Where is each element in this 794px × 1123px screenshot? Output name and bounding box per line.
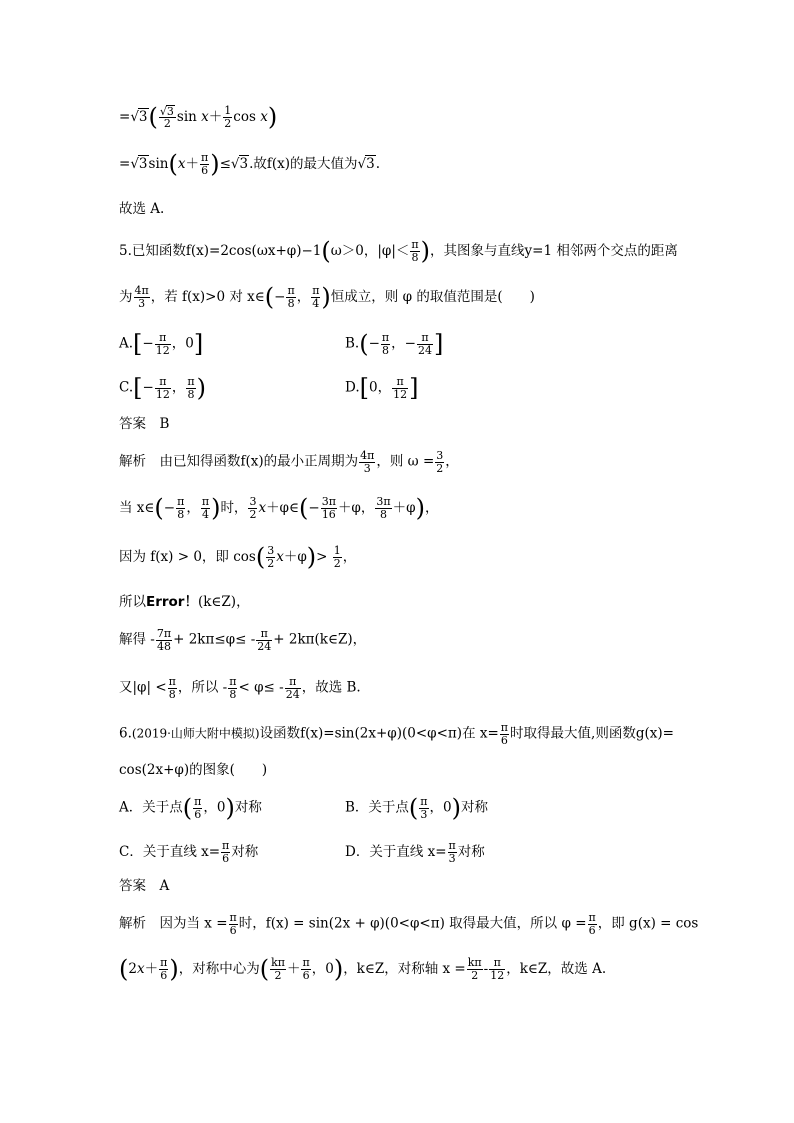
q6-option-b: B．关于点( $\frac{\pi}{3}$ ，0)对称	[345, 794, 488, 822]
derivation-line-2: =√3sin(x＋ $\frac{\pi}{6}$ )≤√3.故f(x)的最大值为√3.	[119, 150, 381, 178]
q5-analysis-line-3: 因为 f(x) > 0，即 cos( $\frac{3}{2}$ x＋φ)> $\frac{1}{2}$ ，	[119, 543, 357, 571]
q6-stem-line-2: cos(2x+φ)的图象( )	[119, 762, 268, 778]
q5-option-d: D.[0， $\frac{\pi}{12}$ ]	[345, 374, 419, 402]
q5-analysis-line-5: 解得 - $\frac{7\pi}{48}$ + 2kπ≤φ≤ - $\frac{\pi}{24}$ + 2kπ(k∈Z)，	[119, 627, 367, 653]
q5-analysis-line-4: 所以Error！(k∈Z)，	[119, 594, 250, 610]
q5-analysis-line-1: 解析 由已知得函数f(x)的最小正周期为 $\frac{4\pi}{3}$ ，则 ω = $\frac{3}{2}$ ，	[119, 449, 459, 475]
q6-option-a: A．关于点( $\frac{\pi}{6}$ ，0)对称	[119, 794, 262, 822]
q5-analysis-line-2: 当 x∈(− $\frac{\pi}{8}$ ， $\frac{\pi}{4}$ )时， $\frac{3}{2}$ x＋φ∈(− $\frac{3\pi}{16}$ ＋φ， $\frac{3\pi}{8}$ ＋φ)，	[119, 494, 439, 522]
q6-stem-line-1: 6.(2019·山师大附中模拟)设函数f(x)=sin(2x+φ)(0<φ<π)在 x= $\frac{\pi}{6}$ 时取得最大值,则函数g(x)=	[119, 721, 674, 747]
conclusion-line: 故选 A.	[119, 201, 165, 217]
q5-option-c: C.[− $\frac{\pi}{12}$ ， $\frac{\pi}{8}$ )	[119, 374, 206, 402]
q6-answer: 答案 A	[119, 878, 170, 894]
q5-analysis-line-6: 又|φ| < $\frac{\pi}{8}$ ，所以 - $\frac{\pi}{8}$ < φ≤ - $\frac{\pi}{24}$ ，故选 B.	[119, 675, 361, 701]
q6-analysis-line-1: 解析 因为当 x = $\frac{\pi}{6}$ 时，f(x) = sin(2x + φ)(0<φ<π) 取得最大值，所以 φ = $\frac{\pi}{6}$ ，即 g(x) = cos	[119, 911, 699, 937]
q6-option-c: C．关于直线 x= $\frac{\pi}{6}$ 对称	[119, 839, 259, 865]
q5-answer: 答案 B	[119, 416, 170, 432]
derivation-line-1: =√3( $\frac{√3}{2}$ sin x＋ $\frac{1}{2}$ cos x)	[119, 103, 278, 131]
q5-stem-line-2: 为 $\frac{4\pi}{3}$ ，若 f(x)>0 对 x∈(− $\frac{\pi}{8}$ ， $\frac{\pi}{4}$ )恒成立，则 φ 的取值范围是( )	[119, 283, 535, 311]
q6-option-d: D．关于直线 x= $\frac{\pi}{3}$ 对称	[345, 839, 485, 865]
q5-option-a: A.[− $\frac{\pi}{12}$ ，0]	[119, 330, 204, 358]
q5-stem-line-1: 5.已知函数f(x)=2cos(ωx+φ)−1(ω＞0，|φ|＜ $\frac{\pi}{8}$ )，其图象与直线y=1 相邻两个交点的距离	[119, 237, 678, 265]
q5-option-b: B.(− $\frac{\pi}{8}$ ，− $\frac{\pi}{24}$ ]	[345, 330, 444, 358]
q6-analysis-line-2: (2x＋ $\frac{\pi}{6}$ )，对称中心为( $\frac{k\pi}{2}$ ＋ $\frac{\pi}{6}$ ，0)，k∈Z，对称轴 x = $\frac{k\pi}{2}$ - $\frac{\pi}{12}$ ，k∈Z，故选 A.	[119, 955, 607, 983]
